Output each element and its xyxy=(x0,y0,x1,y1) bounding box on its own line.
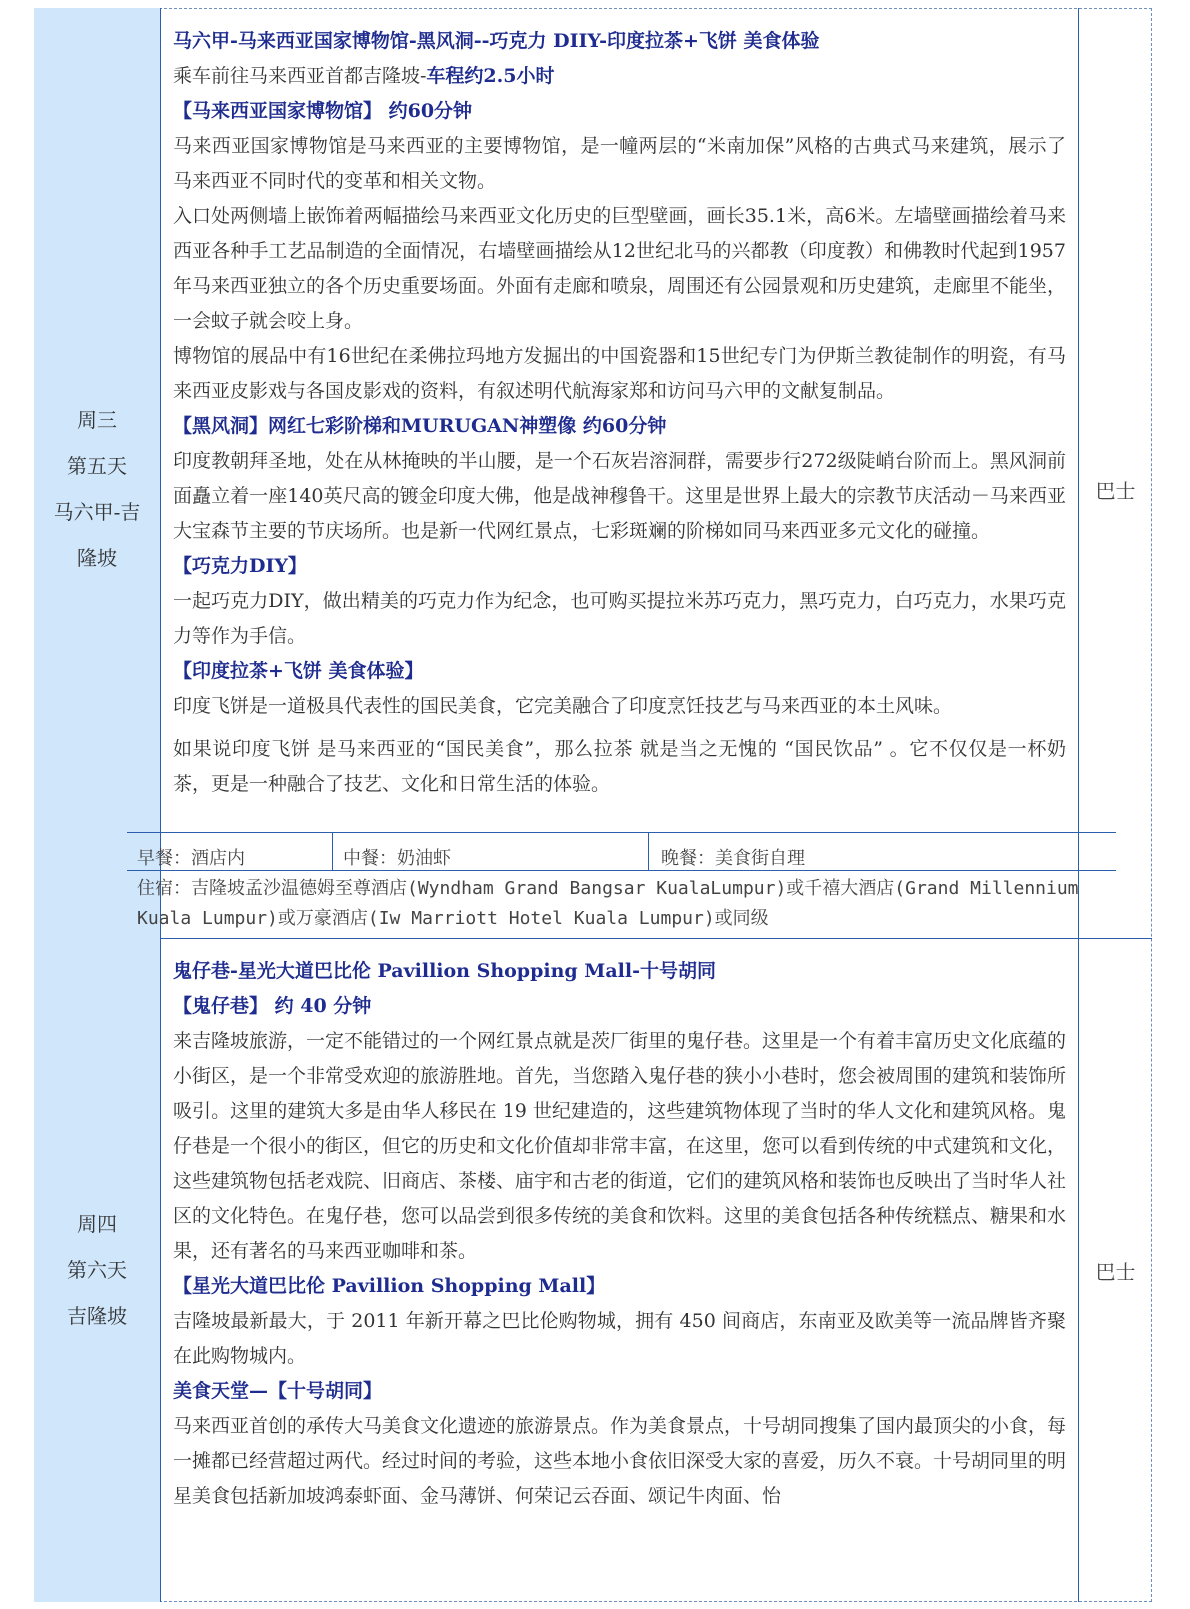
chocolate-paragraph: 一起巧克力DIY，做出精美的巧克力作为纪念，也可购买提拉米苏巧克力，黑巧克力，白巧克力，水果巧克力等作为手信。 xyxy=(173,590,1066,647)
section-heading-batu-caves: 【黑风洞】网红七彩阶梯和MURUGAN神塑像 约60分钟 xyxy=(173,415,667,437)
hotel-info: 住宿：吉隆坡孟沙温德姆至尊酒店(Wyndham Grand Bangsar KualaLumpur)或千禧大酒店(Grand Millennium Kuala Lumpur)或万豪酒店(Iw Marriott Hotel Kuala Lumpur)或同级 xyxy=(137,878,1079,929)
day-row-wednesday xyxy=(34,8,1152,970)
route-label-a: 马六甲-吉 xyxy=(53,500,141,524)
meals-row xyxy=(127,832,1116,870)
section-heading-museum: 【马来西亚国家博物馆】 约60分钟 xyxy=(173,100,473,122)
day-content-cell xyxy=(161,938,1078,1602)
section-heading-ghost-alley: 【鬼仔巷】 约 40 分钟 xyxy=(173,995,372,1017)
section-heading-lot10: 美食天堂—【十号胡同】 xyxy=(173,1380,383,1402)
ghost-alley-paragraph: 来吉隆坡旅游，一定不能错过的一个网红景点就是茨厂街里的鬼仔巷。这里是一个有着丰富历史文化底蕴的小街区，是一个非常受欢迎的旅游胜地。首先，当您踏入鬼仔巷的狭小小巷时，您会被周围的建筑和装饰所吸引。这里的建筑大多是由华人移民在 19 世纪建造的，这些建筑物体现了当时的华人文化和建筑风格。鬼仔巷是一个很小的街区，但它的历史和文化价值却非常丰富，在这里，您可以看到传统的中式建筑和文化，这些建筑物包括老戏院、旧商店、茶楼、庙宇和古老的街道，它们的建筑风格和装饰也反映出了当时华人社区的文化特色。在鬼仔巷，您可以品尝到很多传统的美食和饮料。这里的美食包括各种传统糕点、糖果和水果，还有著名的马来西亚咖啡和茶。 xyxy=(173,1030,1067,1262)
route-label-b: 隆坡 xyxy=(76,546,117,570)
pavilion-paragraph: 吉隆坡最新最大，于 2011 年新开幕之巴比伦购物城，拥有 450 间商店，东南亚及欧美等一流品牌皆齐聚在此购物城内。 xyxy=(173,1310,1066,1367)
day-label-cell xyxy=(34,8,161,970)
museum-paragraph-1: 马来西亚国家博物馆是马来西亚的主要博物馆，是一幢两层的“米南加保”风格的古典式马来建筑，展示了马来西亚不同时代的变革和相关文物。 xyxy=(173,135,1066,192)
food-paragraph-2: 如果说印度飞饼 是马来西亚的“国民美食”，那么拉茶 就是当之无愧的 “国民饮品” 。它不仅仅是一杯奶茶，更是一种融合了技艺、文化和日常生活的体验。 xyxy=(173,738,1066,795)
lunch-cell: 中餐：奶油虾 xyxy=(333,832,649,870)
section-heading-pavilion: 【星光大道巴比伦 Pavillion Shopping Mall】 xyxy=(173,1275,606,1297)
batu-caves-paragraph: 印度教朝拜圣地，处在从林掩映的半山腰，是一个石灰岩溶洞群，需要步行272级陡峭台阶而上。黑风洞前面矗立着一座140英尺高的镀金印度大佛，他是战神穆鲁干。这里是世界上最大的宗教节庆活动－马来西亚大宝森节主要的节庆场所。也是新一代网红景点，七彩斑斓的阶梯如同马来西亚多元文化的碰撞。 xyxy=(173,450,1066,542)
weekday-label: 周三 xyxy=(76,408,117,432)
day-number-label: 第五天 xyxy=(66,454,127,478)
transport-cell: 巴士 xyxy=(1078,938,1152,1602)
transport-cell: 巴士 xyxy=(1078,8,1152,970)
section-heading-chocolate: 【巧克力DIY】 xyxy=(173,555,307,577)
museum-paragraph-2: 入口处两侧墙上嵌饰着两幅描绘马来西亚文化历史的巨型壁画，画长35.1米，高6米。左墙壁画描绘着马来西亚各种手工艺品制造的全面情况，右墙壁画描绘从12世纪北马的兴都教（印度教）和佛教时代起到1957年马来西亚独立的各个历史重要场面。外面有走廊和喷泉，周围还有公园景观和历史建筑，走廊里不能坐，一会蚊子就会咬上身。 xyxy=(173,205,1067,332)
day-content-cell xyxy=(161,8,1078,970)
food-paragraph-1: 印度飞饼是一道极具代表性的国民美食，它完美融合了印度烹饪技艺与马来西亚的本土风味。 xyxy=(173,695,953,717)
route-label: 吉隆坡 xyxy=(67,1304,127,1328)
day-title: 鬼仔巷-星光大道巴比伦 Pavillion Shopping Mall-十号胡同 xyxy=(173,960,716,982)
dinner-cell: 晚餐：美食街自理 xyxy=(661,848,805,869)
museum-paragraph-3: 博物馆的展品中有16世纪在柔佛拉玛地方发掘出的中国瓷器和15世纪专门为伊斯兰教徒制作的明瓷，有马来西亚皮影戏与各国皮影戏的资料，有叙述明代航海家郑和访问马六甲的文献复制品。 xyxy=(173,345,1066,402)
lot10-paragraph: 马来西亚首创的承传大马美食文化遗迹的旅游景点。作为美食景点，十号胡同搜集了国内最顶尖的小食，每一摊都已经营超过两代。经过时间的考验，这些本地小食依旧深受大家的喜爱，历久不衰。十号胡同里的明星美食包括新加坡鸿泰虾面、金马薄饼、何荣记云吞面、颂记牛肉面、怡 xyxy=(173,1415,1067,1507)
day-number-label: 第六天 xyxy=(67,1258,127,1282)
day-title: 马六甲-马来西亚国家博物馆-黑风洞--巧克力 DIIY-印度拉茶+飞饼 美食体验 xyxy=(173,30,820,52)
section-heading-food: 【印度拉茶+飞饼 美食体验】 xyxy=(173,660,424,682)
day-row-thursday xyxy=(34,938,1152,1602)
drive-info: 乘车前往马来西亚首都吉隆坡-车程约2.5小时 xyxy=(173,65,555,87)
breakfast-cell: 早餐：酒店内 xyxy=(127,832,333,870)
weekday-label: 周四 xyxy=(77,1212,117,1236)
day-label-cell xyxy=(34,938,161,1602)
